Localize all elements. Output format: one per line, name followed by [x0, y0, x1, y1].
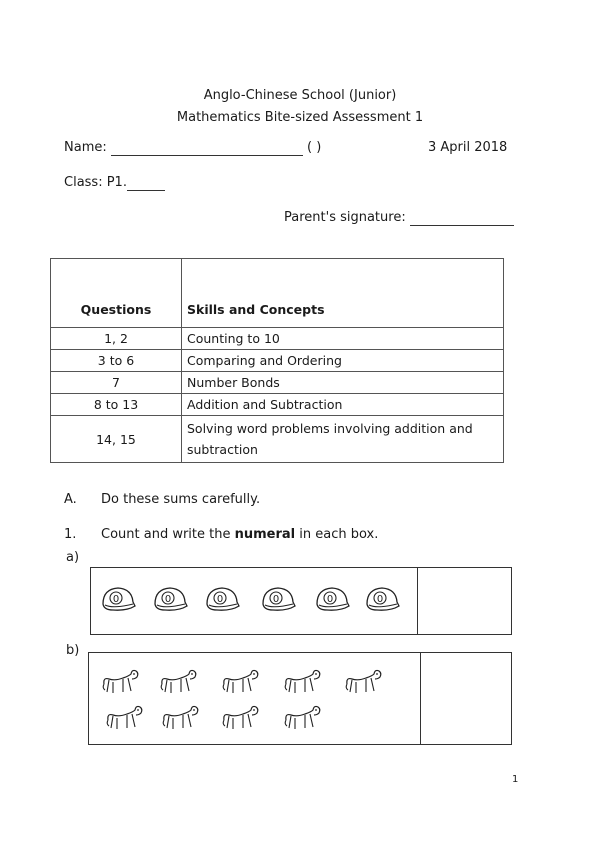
- index-number-brackets[interactable]: ( ): [307, 140, 322, 155]
- signature-row: [284, 210, 514, 226]
- skill-cell: Solving word problems involving addition and subtraction: [182, 416, 504, 463]
- signature-field[interactable]: [410, 210, 514, 226]
- table-row: [51, 416, 504, 463]
- name-row: [64, 140, 321, 156]
- dog-icon: [221, 703, 261, 733]
- svg-text:0: 0: [272, 594, 280, 605]
- baseball-cap-icon: [259, 584, 297, 614]
- svg-text:0: 0: [326, 594, 334, 605]
- questions-cell: 3 to 6: [51, 350, 182, 372]
- part-a-label: a): [66, 550, 80, 565]
- table-header-row: [51, 259, 504, 328]
- dog-icon: [221, 667, 261, 697]
- section-a-marker: A.: [64, 492, 77, 507]
- baseball-cap-icon: [151, 584, 189, 614]
- question-1-text-bold: numeral: [234, 527, 296, 542]
- table-row: [51, 394, 504, 416]
- svg-text:0: 0: [112, 594, 120, 605]
- part-b-divider: [420, 653, 421, 744]
- questions-cell: 8 to 13: [51, 394, 182, 416]
- dog-icon: [344, 667, 384, 697]
- part-b-answer-box[interactable]: [422, 655, 508, 741]
- svg-text:0: 0: [376, 594, 384, 605]
- table-row: [51, 372, 504, 394]
- dog-icon: [161, 703, 201, 733]
- dog-icon: [105, 703, 145, 733]
- page-number: 1: [512, 774, 519, 785]
- baseball-cap-icon: [313, 584, 351, 614]
- skills-table: [50, 258, 504, 463]
- table-row: [51, 350, 504, 372]
- dog-icon: [159, 667, 199, 697]
- skill-cell: Number Bonds: [182, 372, 504, 394]
- part-a-answer-box[interactable]: [419, 570, 507, 630]
- assessment-date: 3 April 2018: [428, 140, 508, 155]
- questions-cell: 14, 15: [51, 416, 182, 463]
- name-field[interactable]: [111, 140, 303, 156]
- skills-header: Skills and Concepts: [182, 259, 504, 328]
- question-1-text: [101, 527, 378, 542]
- assessment-title: Mathematics Bite-sized Assessment 1: [176, 110, 424, 125]
- baseball-cap-icon: [99, 584, 137, 614]
- skill-cell: Counting to 10: [182, 328, 504, 350]
- signature-label: Parent's signature:: [284, 210, 406, 225]
- class-label: Class: P1.: [64, 175, 127, 190]
- part-b-box: [88, 652, 512, 745]
- class-field[interactable]: [127, 175, 165, 191]
- school-name: Anglo-Chinese School (Junior): [203, 88, 397, 103]
- part-b-label: b): [66, 643, 80, 658]
- dog-icon: [283, 703, 323, 733]
- section-a-instruction: Do these sums carefully.: [101, 492, 261, 507]
- name-label: Name:: [64, 140, 107, 155]
- part-a-divider: [417, 568, 418, 634]
- part-a-box: [90, 567, 512, 635]
- baseball-cap-icon: [363, 584, 401, 614]
- table-row: [51, 328, 504, 350]
- dog-icon: [101, 667, 141, 697]
- dog-icon: [283, 667, 323, 697]
- svg-text:0: 0: [216, 594, 224, 605]
- questions-cell: 1, 2: [51, 328, 182, 350]
- question-1-text-after: in each box.: [295, 527, 379, 542]
- questions-header: Questions: [51, 259, 182, 328]
- svg-text:0: 0: [164, 594, 172, 605]
- question-1-number: 1.: [64, 527, 77, 542]
- skill-cell: Addition and Subtraction: [182, 394, 504, 416]
- baseball-cap-icon: [203, 584, 241, 614]
- skill-cell: Comparing and Ordering: [182, 350, 504, 372]
- question-1-text-before: Count and write the: [101, 527, 235, 542]
- class-row: [64, 175, 165, 191]
- questions-cell: 7: [51, 372, 182, 394]
